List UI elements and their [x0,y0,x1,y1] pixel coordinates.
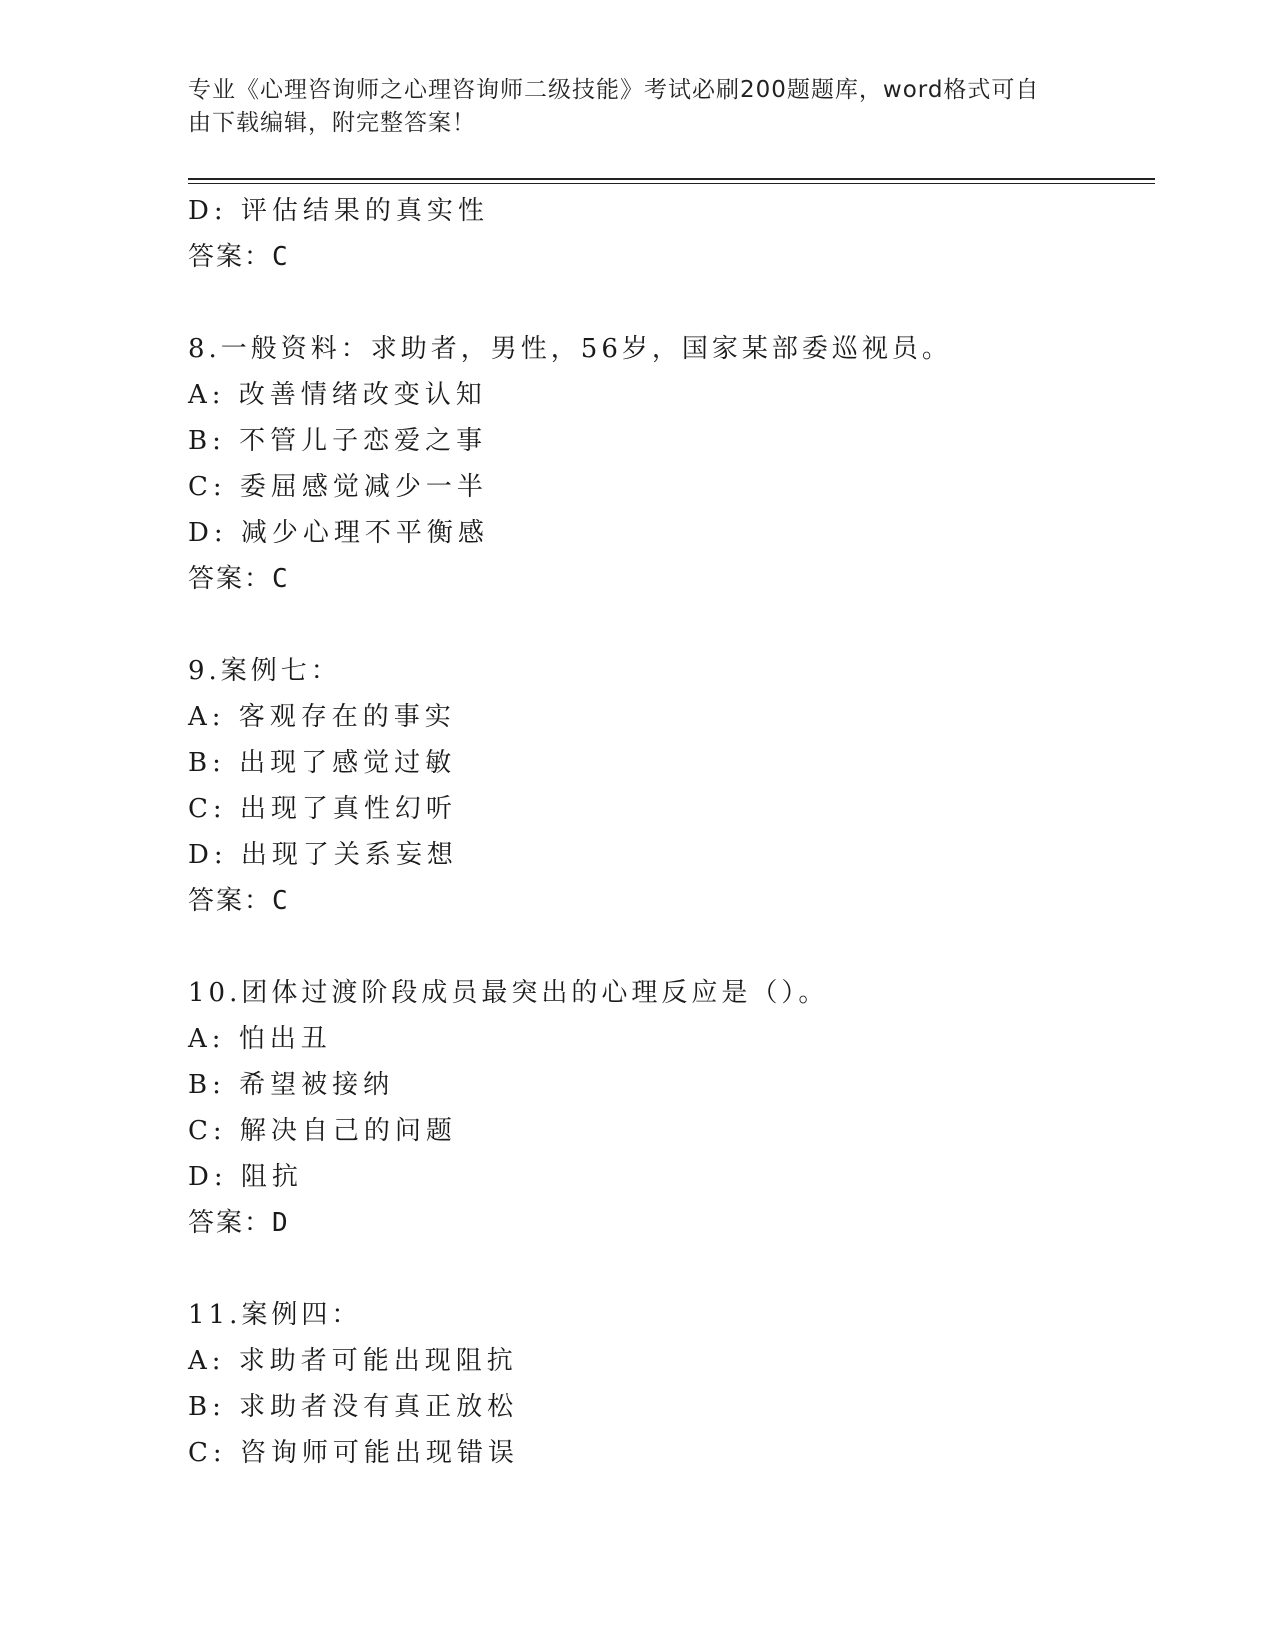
q9-stem: 9.案例七： [188,656,341,686]
answer-value: C [272,886,288,916]
q10-stem: 10.团体过渡阶段成员最突出的心理反应是（）。 [188,978,829,1008]
question-list [188,188,1155,1476]
spacer [188,602,1155,648]
answer-value: C [272,564,288,594]
q7-answer [188,234,1155,280]
q10-option-d: D: 阻抗 [188,1162,303,1192]
header-line-2: 由下载编辑，附完整答案！ [188,110,476,136]
q8-option-a: A: 改善情绪改变认知 [188,380,487,410]
answer-label: 答案： [188,242,273,272]
q10-option-b: B: 希望被接纳 [188,1070,395,1100]
spacer [188,1246,1155,1292]
answer-label: 答案： [188,886,273,916]
q8-option-d: D: 减少心理不平衡感 [188,518,489,548]
answer-label: 答案： [188,1208,273,1238]
q11-option-a: A: 求助者可能出现阻抗 [188,1346,518,1376]
answer-value: D [272,1208,288,1238]
q8-option-c: C: 委屈感觉减少一半 [188,472,488,502]
q9-option-d: D: 出现了关系妄想 [188,840,458,870]
q9-option-a: A: 客观存在的事实 [188,702,456,732]
q11-stem: 11.案例四： [188,1300,362,1330]
spacer [188,280,1155,326]
q8-stem: 8.一般资料：求助者，男性，56岁，国家某部委巡视员。 [188,334,952,364]
q10-option-a: A: 怕出丑 [188,1024,332,1054]
header-line-1: 专业《心理咨询师之心理咨询师二级技能》考试必刷200题题库，word格式可自 [188,77,1040,103]
document-header [188,74,1088,140]
q9-answer [188,878,1155,924]
header-divider-thin [188,183,1155,184]
header-divider-thick [188,178,1155,180]
answer-value: C [272,242,288,272]
q11-option-c: C: 咨询师可能出现错误 [188,1438,519,1468]
q11-option-b: B: 求助者没有真正放松 [188,1392,519,1422]
spacer [188,924,1155,970]
q10-option-c: C: 解决自己的问题 [188,1116,457,1146]
q10-answer [188,1200,1155,1246]
q9-option-b: B: 出现了感觉过敏 [188,748,457,778]
q8-answer [188,556,1155,602]
q8-option-b: B: 不管儿子恋爱之事 [188,426,488,456]
answer-label: 答案： [188,564,273,594]
q9-option-c: C: 出现了真性幻听 [188,794,457,824]
q7-option-d: D: 评估结果的真实性 [188,196,489,226]
